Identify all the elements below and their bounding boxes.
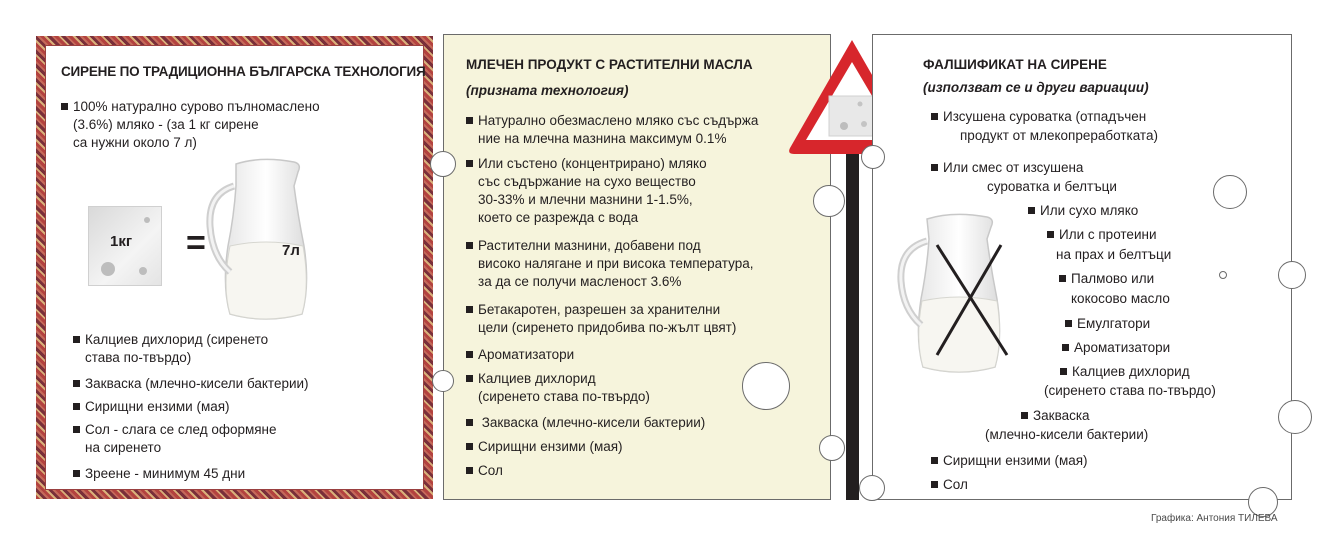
- panel2-item-4-line-2: цели (сиренето придобива по-жълт цвят): [478, 320, 737, 335]
- panel3-item-11: Сол: [931, 476, 968, 494]
- panel2-item-4: Бетакаротен, разрешен за хранителни: [466, 301, 720, 319]
- bullet: [466, 117, 473, 124]
- panel2-item-6: Калциев дихлорид: [466, 370, 596, 388]
- panel2-item-2: Или състено (концентрирано) мляко: [466, 155, 707, 173]
- bullet: [466, 160, 473, 167]
- panel3-item-9: Закваска: [1021, 407, 1090, 425]
- bullet: [466, 467, 473, 474]
- bullet: [931, 113, 938, 120]
- panel3-item-6: Емулгатори: [1065, 315, 1150, 333]
- bullet: [466, 242, 473, 249]
- bullet: [73, 380, 80, 387]
- panel2-item-3-line-3: за да се получи масленост 3.6%: [478, 274, 682, 289]
- bullet: [73, 470, 80, 477]
- bullet: [1065, 320, 1072, 327]
- cheese-hole: [1219, 271, 1227, 279]
- cheese-hole: [432, 370, 454, 392]
- panel2-item-1-line-2: ние на млечна мазнина максимум 0.1%: [478, 131, 727, 146]
- milk-jug-icon: [206, 146, 346, 326]
- panel3-item-8: Калциев дихлорид: [1060, 363, 1190, 381]
- panel1-item-3: Сирищни ензими (мая): [73, 398, 230, 416]
- panel1-item-1-line-2: става по-твърдо): [85, 350, 192, 365]
- cheese-hole: [861, 145, 885, 169]
- bullet: [466, 443, 473, 450]
- panel3-item-3: Или сухо мляко: [1028, 202, 1138, 220]
- traditional-cheese-panel: [36, 36, 433, 499]
- panel2-item-7: Закваска (млечно-кисели бактерии): [466, 414, 705, 432]
- bullet: [73, 336, 80, 343]
- bullet: [73, 403, 80, 410]
- panel1-item-4: Сол - слага се след оформяне: [73, 421, 277, 439]
- panel3-title: ФАЛШИФИКАТ НА СИРЕНЕ: [923, 57, 1107, 72]
- panel1-intro-line-2: (3.6%) мляко - (за 1 кг сирене: [73, 117, 259, 132]
- panel1-item-2: Закваска (млечно-кисели бактерии): [73, 375, 309, 393]
- bullet: [466, 306, 473, 313]
- panel3-item-5-line-2: кокосово масло: [1071, 291, 1170, 306]
- crossed-milk-jug-icon: [889, 205, 1019, 380]
- panel2-item-3-line-2: високо налягане и при висока температура,: [478, 256, 754, 271]
- vegetable-fat-product-panel: [443, 34, 831, 500]
- bullet: [1062, 344, 1069, 351]
- panel3-item-2-line-2: суроватка и белтъци: [987, 179, 1117, 194]
- bullet: [61, 103, 68, 110]
- bullet: [1060, 368, 1067, 375]
- panel3-item-1: Изсушена суроватка (отпадъчен: [931, 108, 1146, 126]
- cheese-hole: [430, 151, 456, 177]
- panel2-item-3: Растителни мазнини, добавени под: [466, 237, 701, 255]
- traditional-cheese-panel-inner: [45, 45, 424, 490]
- panel1-item-5: Зреене - минимум 45 дни: [73, 465, 245, 483]
- panel2-item-2-line-2: със съдържание на сухо вещество: [478, 174, 696, 189]
- fake-cheese-panel: [872, 34, 1292, 500]
- cheese-hole: [1278, 400, 1312, 434]
- panel1-intro-line-3: са нужни около 7 л): [73, 135, 197, 150]
- panel3-item-8-line-2: (сиренето става по-твърдо): [1044, 383, 1216, 398]
- panel3-item-9-line-2: (млечно-кисели бактерии): [985, 427, 1149, 442]
- panel2-item-2-line-3: 30-33% и млечни мазнини 1-1.5%,: [478, 192, 693, 207]
- panel3-item-1-line-2: продукт от млекопреработката): [960, 128, 1158, 143]
- panel2-item-2-line-4: което се разрежда с вода: [478, 210, 639, 225]
- panel1-item-1: Калциев дихлорид (сиренето: [73, 331, 268, 349]
- panel2-title: МЛЕЧЕН ПРОДУКТ С РАСТИТЕЛНИ МАСЛА: [466, 57, 753, 72]
- bullet: [931, 457, 938, 464]
- panel2-item-5: Ароматизатори: [466, 346, 574, 364]
- panel3-item-10: Сирищни ензими (мая): [931, 452, 1088, 470]
- bullet: [1047, 231, 1054, 238]
- bullet: [466, 419, 473, 426]
- bullet: [931, 164, 938, 171]
- panel2-subtitle: (призната технология): [466, 83, 629, 98]
- panel2-item-9: Сол: [466, 462, 503, 480]
- cheese-hole: [144, 217, 150, 223]
- jug-volume-label: 7л: [282, 242, 300, 259]
- panel1-title: СИРЕНЕ ПО ТРАДИЦИОННА БЪЛГАРСКА ТЕХНОЛОГИЯ: [61, 64, 426, 79]
- panel1-item-4-line-2: на сиренето: [85, 440, 162, 455]
- panel3-item-4-line-2: на прах и белтъци: [1056, 247, 1172, 262]
- panel2-item-1: Натурално обезмаслено мляко със съдържа: [466, 112, 758, 130]
- panel2-item-6-line-2: (сиренето става по-твърдо): [478, 389, 650, 404]
- cheese-hole: [1278, 261, 1306, 289]
- cheese-weight-label: 1кг: [110, 233, 133, 250]
- panel3-subtitle: (използват се и други вариации): [923, 80, 1149, 95]
- bullet: [73, 426, 80, 433]
- cheese-hole: [742, 362, 790, 410]
- equals-sign: =: [186, 224, 206, 262]
- cheese-hole: [101, 262, 115, 276]
- panel3-item-5: Палмово или: [1059, 270, 1154, 288]
- graphic-credit: Графика: Антония ТИЛЕВА: [1151, 513, 1278, 524]
- cheese-hole: [139, 267, 147, 275]
- cheese-hole: [859, 475, 885, 501]
- cheese-hole: [1213, 175, 1247, 209]
- bullet: [466, 351, 473, 358]
- bullet: [1021, 412, 1028, 419]
- panel1-intro-line-1: 100% натурално сурово пълномаслено: [61, 98, 320, 116]
- bullet: [931, 481, 938, 488]
- bullet: [1059, 275, 1066, 282]
- panel3-item-7: Ароматизатори: [1062, 339, 1170, 357]
- bullet: [1028, 207, 1035, 214]
- panel3-item-4: Или с протеини: [1047, 226, 1156, 244]
- panel3-item-2: Или смес от изсушена: [931, 159, 1083, 177]
- bullet: [466, 375, 473, 382]
- panel2-item-8: Сирищни ензими (мая): [466, 438, 623, 456]
